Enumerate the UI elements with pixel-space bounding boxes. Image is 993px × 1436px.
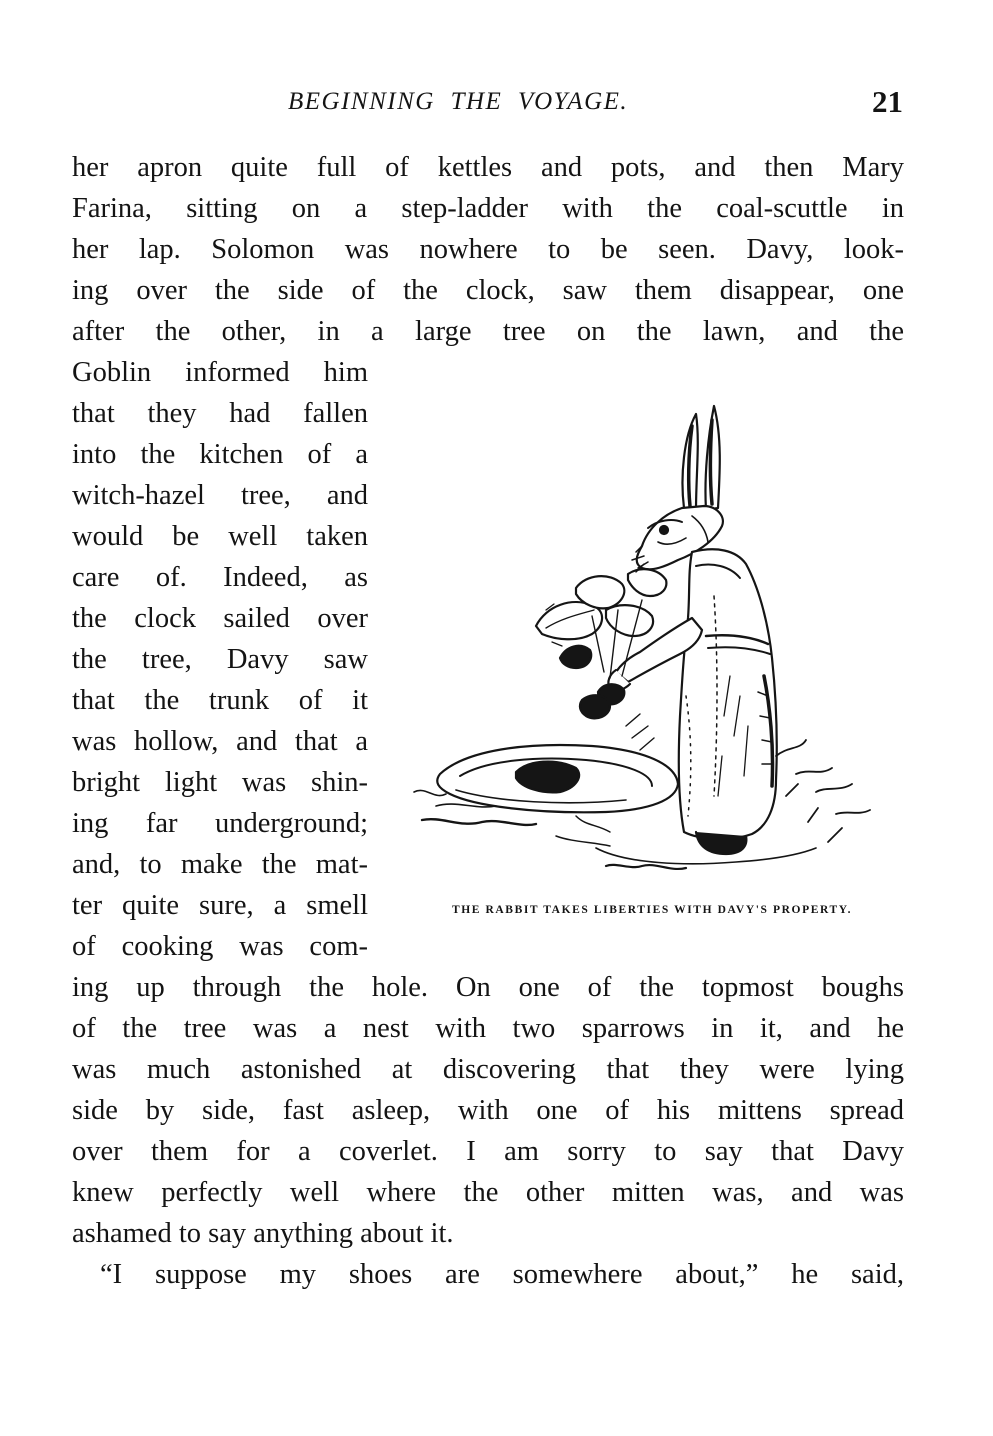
text-line: Farina, sitting on a step-ladder with the coal-scuttle in (72, 193, 904, 224)
text-line: over them for a coverlet. I am sorry to say that Davy (72, 1136, 904, 1167)
text-line: the tree, Davy saw (72, 644, 368, 675)
text-line: after the other, in a large tree on the lawn, and the (72, 316, 904, 347)
rabbit-drawing (396, 396, 916, 896)
text-line: ing up through the hole. On one of the topmost boughs (72, 972, 904, 1003)
text-line: bright light was shin- (72, 767, 368, 798)
text-line: that they had fallen (72, 398, 368, 429)
text-line: was hollow, and that a (72, 726, 368, 757)
text-line: “I suppose my shoes are somewhere about,” he said, (100, 1259, 904, 1290)
text-line: her apron quite full of kettles and pots, and then Mary (72, 152, 904, 183)
text-line: was much astonished at discovering that they were lying (72, 1054, 904, 1085)
text-line: care of. Indeed, as (72, 562, 368, 593)
text-line: her lap. Solomon was nowhere to be seen. Davy, look- (72, 234, 904, 265)
text-line: of cooking was com- (72, 931, 368, 962)
text-line: witch-hazel tree, and (72, 480, 368, 511)
rabbit-illustration (396, 396, 916, 896)
page-number: 21 (872, 84, 903, 119)
text-line: ing over the side of the clock, saw them disappear, one (72, 275, 904, 306)
figure-caption: THE RABBIT TAKES LIBERTIES WITH DAVY'S PROPERTY. (451, 904, 853, 916)
text-line: that the trunk of it (72, 685, 368, 716)
text-line: and, to make the mat- (72, 849, 368, 880)
text-line: Goblin informed him (72, 357, 368, 388)
text-line: ashamed to say anything about it. (72, 1218, 454, 1249)
text-line: of the tree was a nest with two sparrows in it, and he (72, 1013, 904, 1044)
text-line: would be well taken (72, 521, 368, 552)
text-line: the clock sailed over (72, 603, 368, 634)
text-line: ter quite sure, a smell (72, 890, 368, 921)
chapter-title: BEGINNING THE VOYAGE. (288, 88, 629, 115)
text-line: ing far underground; (72, 808, 368, 839)
text-line: into the kitchen of a (72, 439, 368, 470)
running-head (0, 84, 993, 124)
text-line: knew perfectly well where the other mitten was, and was (72, 1177, 904, 1208)
text-line: side by side, fast asleep, with one of his mittens spread (72, 1095, 904, 1126)
